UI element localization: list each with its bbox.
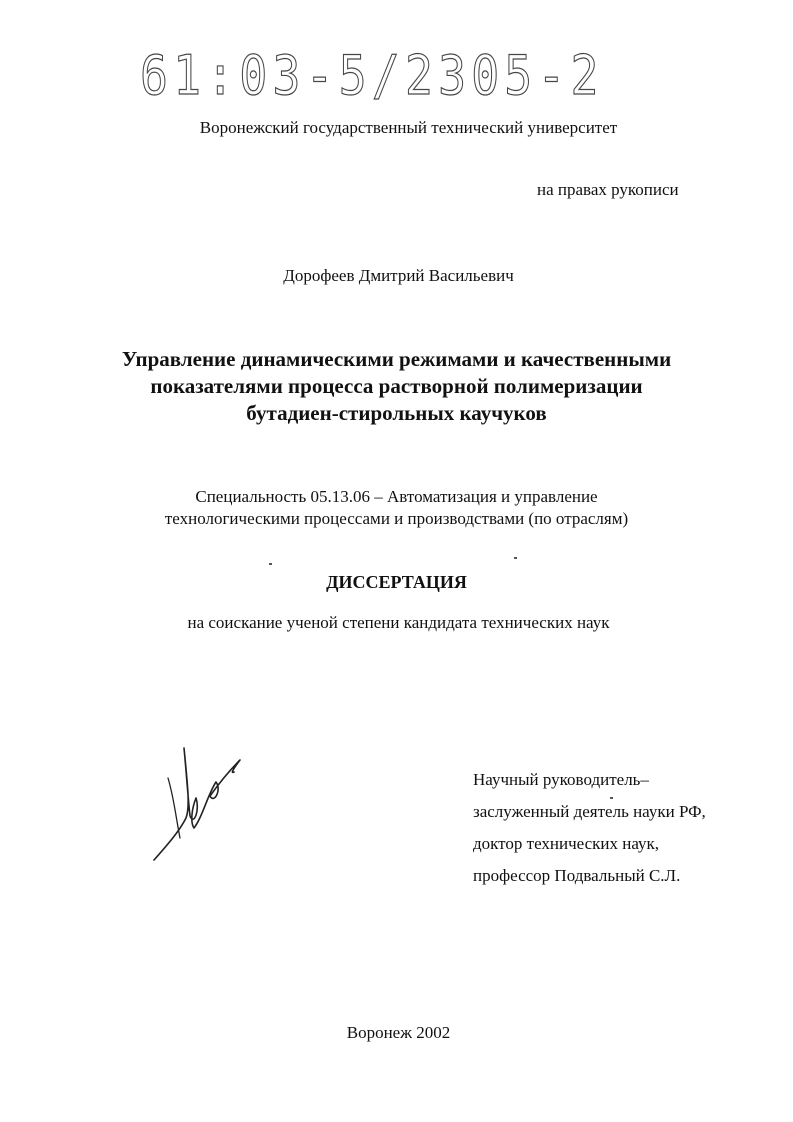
degree-statement: на соискание ученой степени кандидата технических наук (187, 613, 610, 632)
author-name: Дорофеев Дмитрий Васильевич (283, 266, 514, 285)
title-line-2: показателями процесса растворной полимеризации (150, 374, 643, 398)
signature-stroke (154, 748, 240, 860)
supervisor-line-3: доктор технических наук, (473, 834, 660, 853)
city-and-year: Воронеж 2002 (346, 1023, 451, 1042)
dissertation-title (0, 346, 793, 427)
supervisor-block (473, 764, 706, 892)
title-line-1: Управление динамическими режимами и качественными (121, 347, 672, 371)
supervisor-line-2: заслуженный деятель науки РФ, (473, 802, 706, 821)
signature-image (150, 738, 250, 866)
archive-stamp-code: 61:03-5/2305-2 (140, 44, 604, 107)
supervisor-line-1: Научный руководитель– (473, 770, 649, 789)
specialty-line-1: Специальность 05.13.06 – Автоматизация и управление (195, 487, 598, 506)
document-type: ДИССЕРТАЦИЯ (326, 572, 467, 592)
archive-stamp (140, 44, 700, 108)
manuscript-rights-note: на правах рукописи (537, 180, 679, 199)
specialty-block (0, 486, 793, 530)
scan-speck (269, 563, 272, 565)
specialty-line-2: технологическими процессами и производствами (по отраслям) (164, 509, 629, 528)
supervisor-line-4: профессор Подвальный С.Л. (473, 866, 681, 885)
scan-speck (514, 557, 517, 559)
university-name: Воронежский государственный технический университет (199, 118, 618, 137)
title-line-3: бутадиен-стирольных каучуков (246, 401, 547, 425)
signature-stroke (168, 778, 180, 838)
